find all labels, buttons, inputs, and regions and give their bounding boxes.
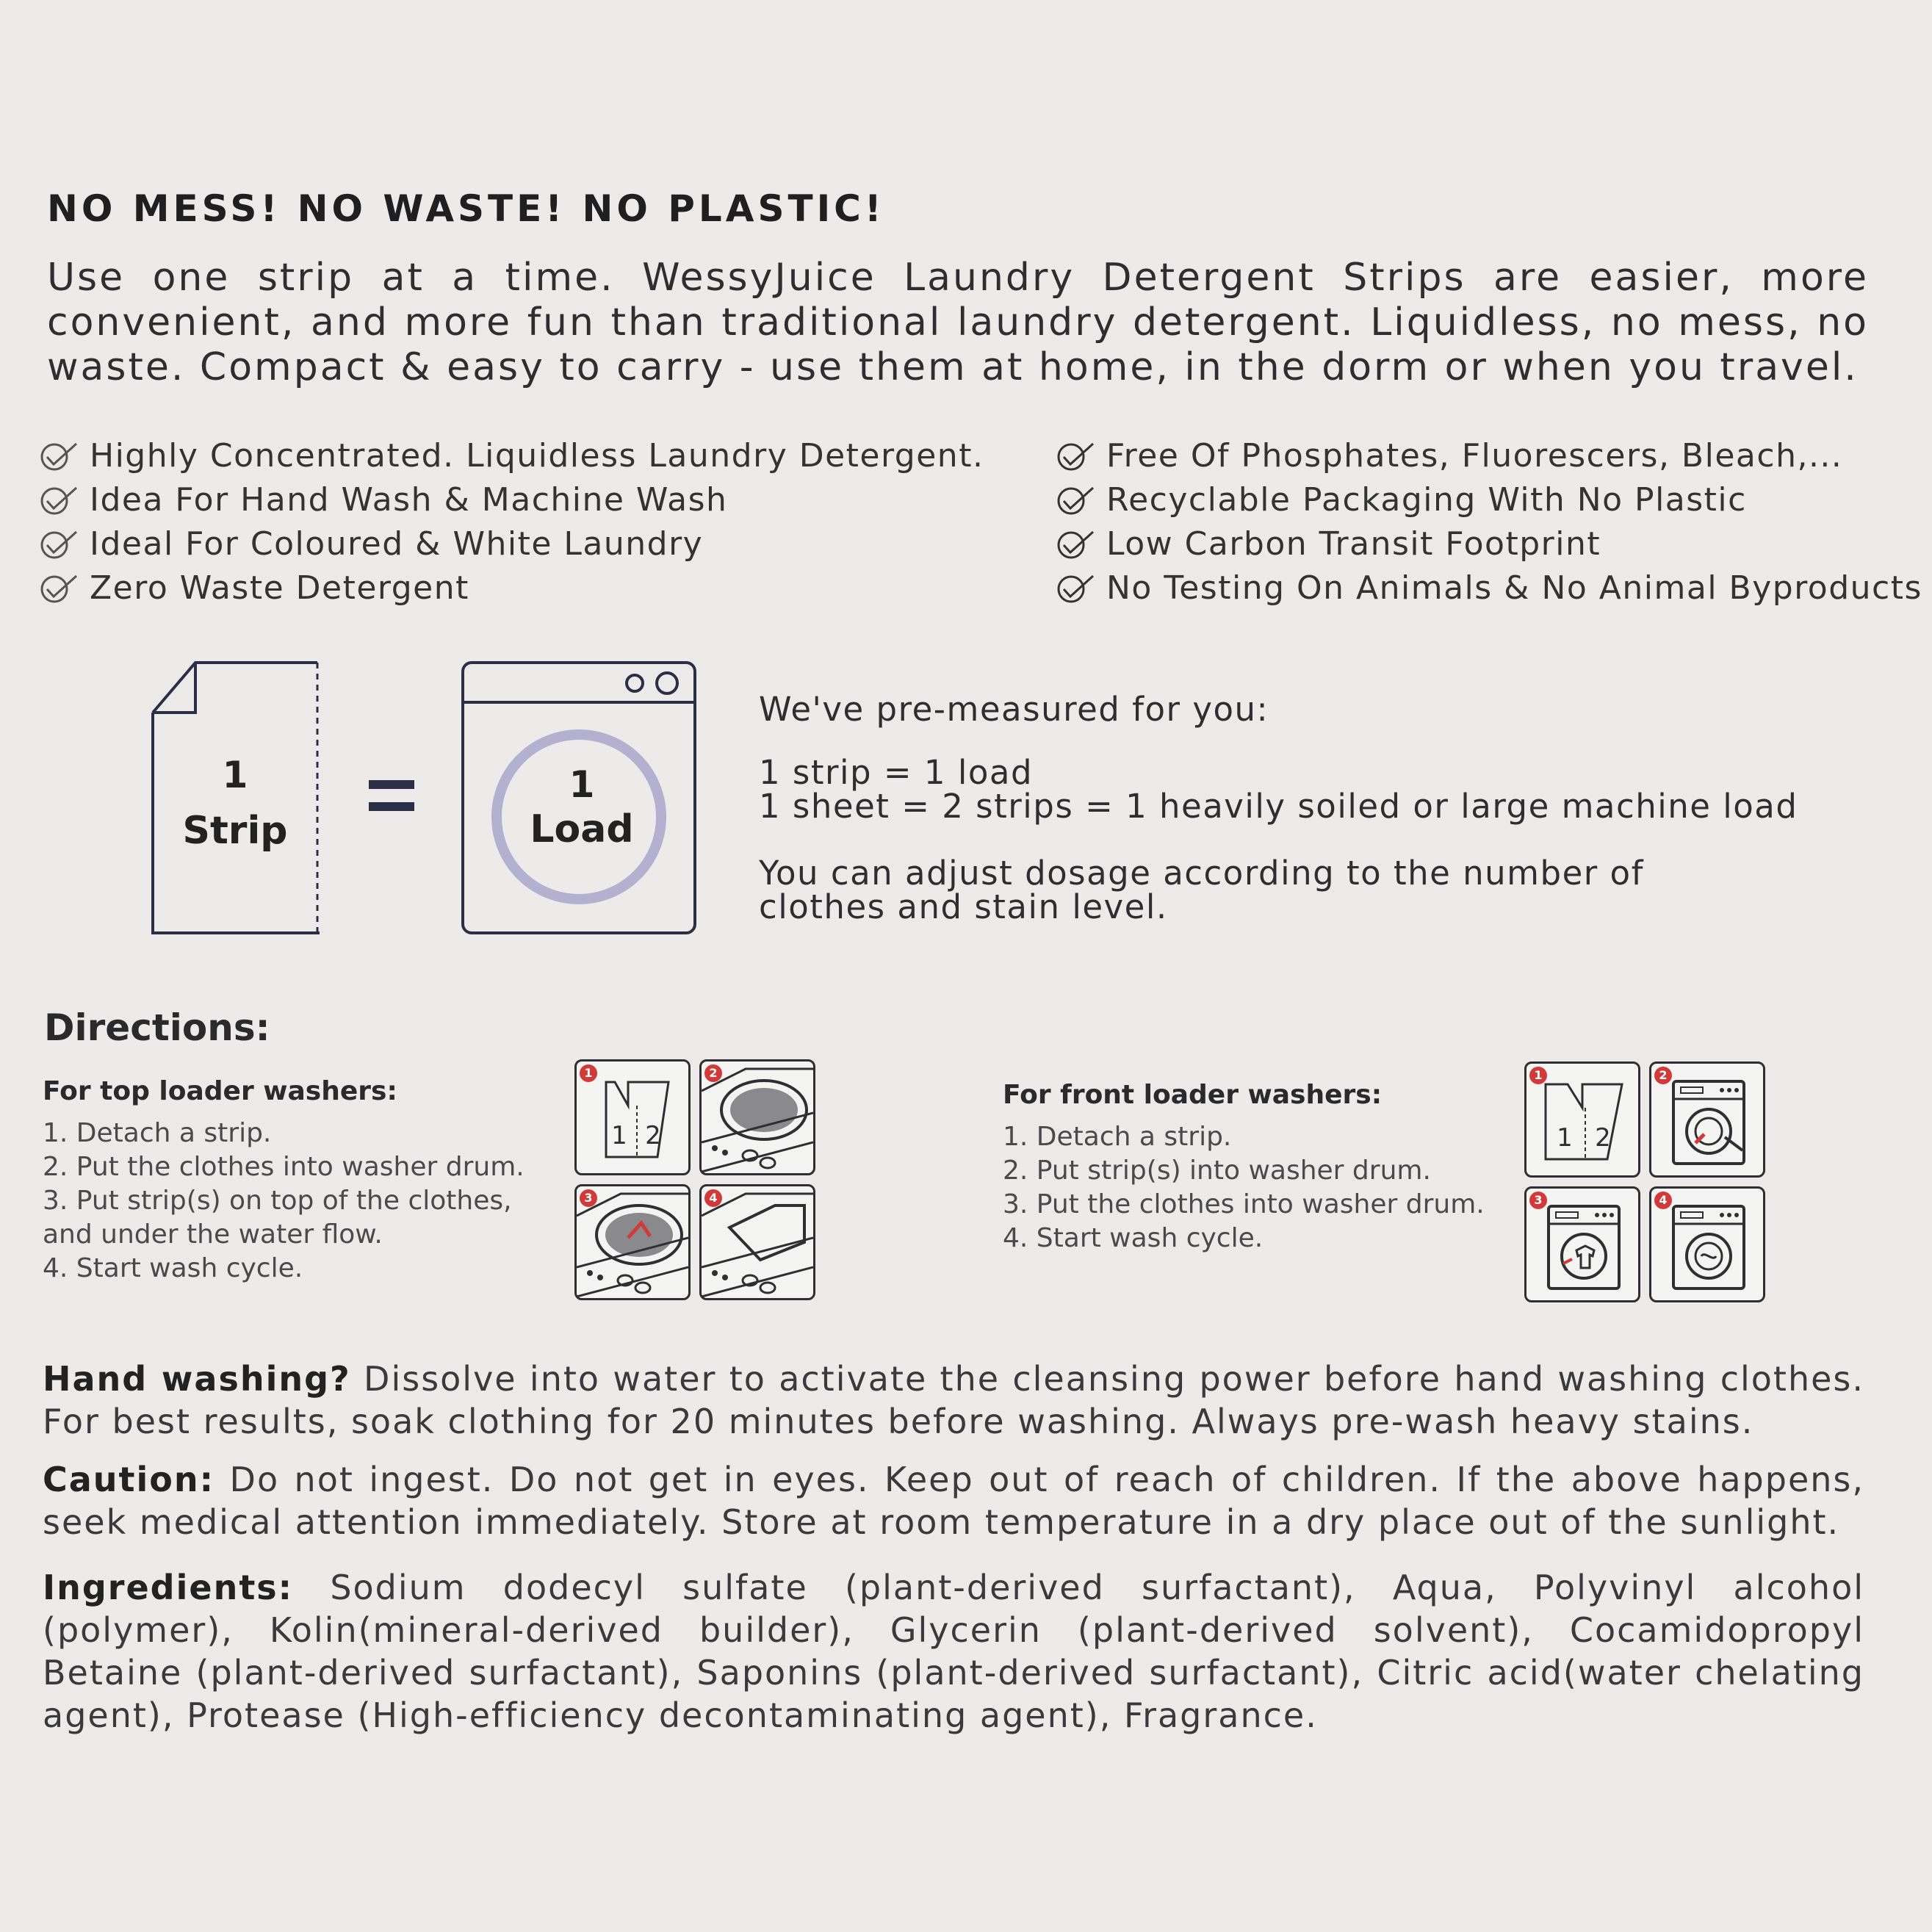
step-item: 1. Detach a strip. — [1003, 1122, 1232, 1152]
checkmark-icon — [38, 439, 82, 472]
checkmark-icon — [1055, 527, 1099, 560]
caution-label: Caution: — [43, 1460, 215, 1499]
step-item: and under the water flow. — [43, 1219, 383, 1250]
step-tile: 4 — [699, 1184, 815, 1300]
svg-text:1: 1 — [611, 1121, 627, 1150]
hand-washing-text: Dissolve into water to activate the cleansing power before hand washing clothes. For best results, soak clothing for 20 minutes before washing. Always pre-wash heavy stains. — [43, 1359, 1864, 1441]
top-loader-steps-grid — [574, 1059, 818, 1303]
checkmark-icon — [1055, 572, 1099, 604]
feature-list-left — [38, 433, 984, 610]
washing-machine-icon — [463, 663, 695, 933]
feature-list-right — [1055, 433, 1922, 610]
feature-label: Idea For Hand Wash & Machine Wash — [90, 480, 728, 519]
step-item: 2. Put the clothes into washer drum. — [43, 1152, 525, 1182]
intro-paragraph: Use one strip at a time. WessyJuice Laundry Detergent Strips are easier, more convenient, and more fun than traditional laundry detergent. Liquidless, no mess, no waste. Compact & easy to carry - use them at home, in the dorm or when you travel. — [47, 256, 1869, 389]
step-tile: 3 — [574, 1184, 691, 1300]
feature-label: Low Carbon Transit Footprint — [1106, 525, 1601, 563]
step-item: 3. Put strip(s) on top of the clothes, — [43, 1186, 512, 1216]
checkmark-icon — [38, 572, 82, 604]
checkmark-icon — [38, 483, 82, 516]
premeasured-line: clothes and stain level. — [759, 887, 1168, 926]
feature-item — [38, 477, 984, 522]
step-item: 3. Put the clothes into washer drum. — [1003, 1189, 1485, 1219]
step-tile: 4 — [1649, 1186, 1765, 1302]
feature-item — [38, 566, 984, 610]
strip-equals-load-diagram — [140, 646, 727, 940]
feature-label: Highly Concentrated. Liquidless Laundry Detergent. — [90, 436, 984, 475]
top-loader-section — [43, 1076, 525, 1286]
feature-label: Free Of Phosphates, Fluorescers, Bleach,... — [1106, 436, 1843, 475]
caution-text: Do not ingest. Do not get in eyes. Keep out of reach of children. If the above happens, seek medical attention immediately. Store at room temperature in a dry place out of the sunlight. — [43, 1460, 1864, 1542]
strip-number: 1 — [222, 754, 248, 796]
step-item: 1. Detach a strip. — [43, 1118, 272, 1148]
premeasured-line: 1 strip = 1 load — [759, 753, 1034, 792]
step-tile: 1 1 2 — [574, 1059, 691, 1175]
feature-item — [1055, 433, 1922, 477]
load-label: Load — [530, 807, 634, 851]
premeasured-line: 1 sheet = 2 strips = 1 heavily soiled or large machine load — [759, 787, 1798, 826]
caution-paragraph — [43, 1458, 1864, 1543]
feature-item — [38, 522, 984, 566]
top-loader-steps — [43, 1117, 525, 1286]
feature-label: Zero Waste Detergent — [90, 569, 469, 607]
ingredients-label: Ingredients: — [43, 1568, 294, 1607]
checkmark-icon — [1055, 483, 1099, 516]
feature-item — [1055, 566, 1922, 610]
feature-item — [38, 433, 984, 477]
ingredients-paragraph — [43, 1566, 1864, 1737]
premeasured-line: You can adjust dosage according to the number of — [759, 854, 1644, 893]
front-loader-steps-grid — [1524, 1061, 1768, 1305]
hand-washing-label: Hand washing? — [43, 1359, 351, 1399]
feature-label: Ideal For Coloured & White Laundry — [90, 525, 704, 563]
step-item: 4. Start wash cycle. — [1003, 1223, 1264, 1253]
feature-item — [1055, 477, 1922, 522]
feature-label: Recyclable Packaging With No Plastic — [1106, 480, 1747, 519]
svg-text:1: 1 — [1557, 1123, 1573, 1153]
top-loader-title: For top loader washers: — [43, 1076, 397, 1106]
checkmark-icon — [1055, 439, 1099, 472]
strip-label: Strip — [182, 809, 288, 853]
directions-title: Directions: — [44, 1006, 270, 1049]
step-tile: 2 — [699, 1059, 815, 1175]
front-loader-section — [1003, 1080, 1485, 1255]
step-tile: 1 1 2 — [1524, 1061, 1640, 1178]
step-tile: 2 — [1649, 1061, 1765, 1178]
front-loader-steps — [1003, 1120, 1485, 1255]
strip-icon — [153, 663, 320, 933]
feature-label: No Testing On Animals & No Animal Byproducts — [1106, 569, 1922, 607]
svg-text:2: 2 — [1595, 1123, 1611, 1153]
step-tile: 3 — [1524, 1186, 1640, 1302]
headline: NO MESS! NO WASTE! NO PLASTIC! — [47, 187, 885, 230]
step-item: 4. Start wash cycle. — [43, 1253, 303, 1283]
premeasured-block — [759, 690, 1798, 926]
load-number: 1 — [569, 763, 595, 806]
front-loader-title: For front loader washers: — [1003, 1080, 1383, 1110]
step-item: 2. Put strip(s) into washer drum. — [1003, 1156, 1431, 1186]
hand-washing-paragraph — [43, 1358, 1864, 1443]
feature-item — [1055, 522, 1922, 566]
equals-sign — [369, 780, 414, 811]
premeasured-title: We've pre-measured for you: — [759, 690, 1269, 729]
svg-text:2: 2 — [645, 1121, 661, 1150]
checkmark-icon — [38, 527, 82, 560]
ingredients-text: Sodium dodecyl sulfate (plant-derived surfactant), Aqua, Polyvinyl alcohol (polymer), Kolin(mineral-derived builder), Glycerin (plant-derived solvent), Cocamidopropyl Betaine (plant-derived surfactant), Saponins (plant-derived surfactant), Citric acid(water chelating agent), Protease (High-efficiency decontaminating agent), Fragrance. — [43, 1568, 1865, 1735]
